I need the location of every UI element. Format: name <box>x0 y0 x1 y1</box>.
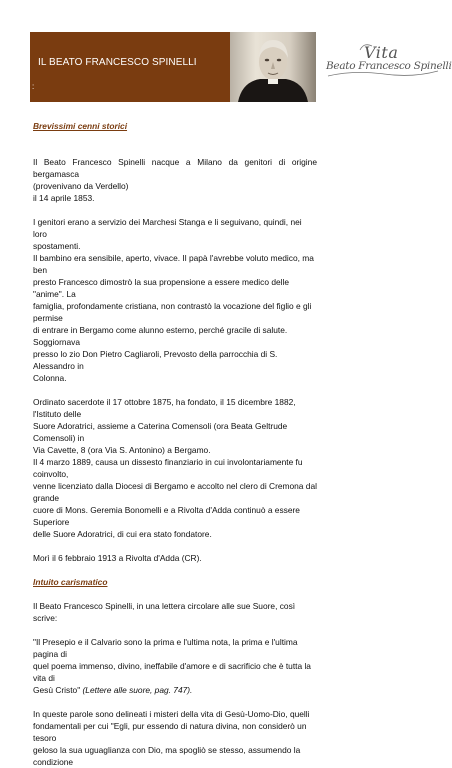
paragraph-line: Morì il 6 febbraio 1913 a Rivolta d'Adda (CR). <box>33 553 202 563</box>
paragraph-line: quel poema immenso, divino, ineffabile d'amore e di sacrificio che è tutta la vita di <box>33 661 311 683</box>
paragraph-line: geloso la sua uguaglianza con Dio, ma spogliò se stesso, assumendo la condizione <box>33 745 301 767</box>
header-banner <box>30 32 316 102</box>
paragraph-line: fondamentali per cui "Egli, pur essendo di natura divina, non considerò un tesoro <box>33 721 307 743</box>
paragraph-line: di entrare in Bergamo come alunno esterno, perché gracile di salute. Soggiornava <box>33 325 288 347</box>
paragraph-line: il 14 aprile 1853. <box>33 193 95 203</box>
paragraph-line: Il bambino era sensibile, aperto, vivace. Il papà l'avrebbe voluto medico, ma ben <box>33 253 314 275</box>
paragraph-line: spostamenti. <box>33 241 81 251</box>
section-heading-cenni: Brevissimi cenni storici <box>33 121 128 131</box>
paragraph-line: (provenivano da Verdello) <box>33 181 129 191</box>
paragraph-line: "Il Presepio e il Calvario sono la prima e l'ultima nota, la prima e l'ultima pagina di <box>33 637 298 659</box>
paragraph-line: presso lo zio Don Pietro Cagliaroli, Prevosto della parrocchia di S. Alessandro in <box>33 349 278 371</box>
logo-word: Vita <box>364 43 399 62</box>
paragraph-line: In queste parole sono delineati i misteri della vita di Gesù-Uomo-Dio, quelli <box>33 709 310 719</box>
portrait-photo <box>230 32 316 102</box>
paragraph-line: I genitori erano a servizio dei Marchesi Stanga e li seguivano, quindi, nei loro <box>33 217 302 239</box>
paragraph-line: cuore di Mons. Geremia Bonomelli e a Rivolta d'Adda continuò a essere Superiore <box>33 505 300 527</box>
logo-name: Beato Francesco Spinelli <box>326 60 452 72</box>
paragraph-line: Ordinato sacerdote il 17 ottobre 1875, ha fondato, il 15 dicembre 1882, l'Istituto delle <box>33 397 296 419</box>
quote-citation: (Lettere alle suore, pag. 747). <box>82 685 193 695</box>
paragraph-line: Suore Adoratrici, assieme a Caterina Comensoli (ora Beata Geltrude Comensoli) in <box>33 421 288 443</box>
paragraph-line: Il Beato Francesco Spinelli nacque a Milano da genitori di origine bergamasca <box>33 157 317 179</box>
paragraph-line: presto Francesco dimostrò la sua propensione a essere medico delle "anime". La <box>33 277 290 299</box>
paragraph-line: delle Suore Adoratrici, di cui era stato fondatore. <box>33 529 212 539</box>
vita-logo <box>324 40 452 92</box>
banner-colon: : <box>32 82 35 91</box>
document-body <box>33 120 317 768</box>
paragraph-line <box>33 684 317 696</box>
paragraph-line: Il 4 marzo 1889, causa un dissesto finanziario in cui involontariamente fu coinvolto, <box>33 457 303 479</box>
paragraph-line: famiglia, profondamente cristiana, non contrastò la vocazione del figlio e gli permise <box>33 301 312 323</box>
quote-text: Gesù Cristo" <box>33 685 83 695</box>
paragraph-line: venne licenziato dalla Diocesi di Bergamo e accolto nel clero di Cremona dal grande <box>33 481 317 503</box>
paragraph-line: Via Cavette, 8 (ora Via S. Antonino) a Bergamo. <box>33 445 211 455</box>
paragraph-line: Colonna. <box>33 373 67 383</box>
page-title: IL BEATO FRANCESCO SPINELLI <box>38 57 197 68</box>
section-heading-intuito: Intuito carismatico <box>33 577 108 587</box>
paragraph-line: Il Beato Francesco Spinelli, in una lettera circolare alle sue Suore, così scrive: <box>33 601 296 623</box>
